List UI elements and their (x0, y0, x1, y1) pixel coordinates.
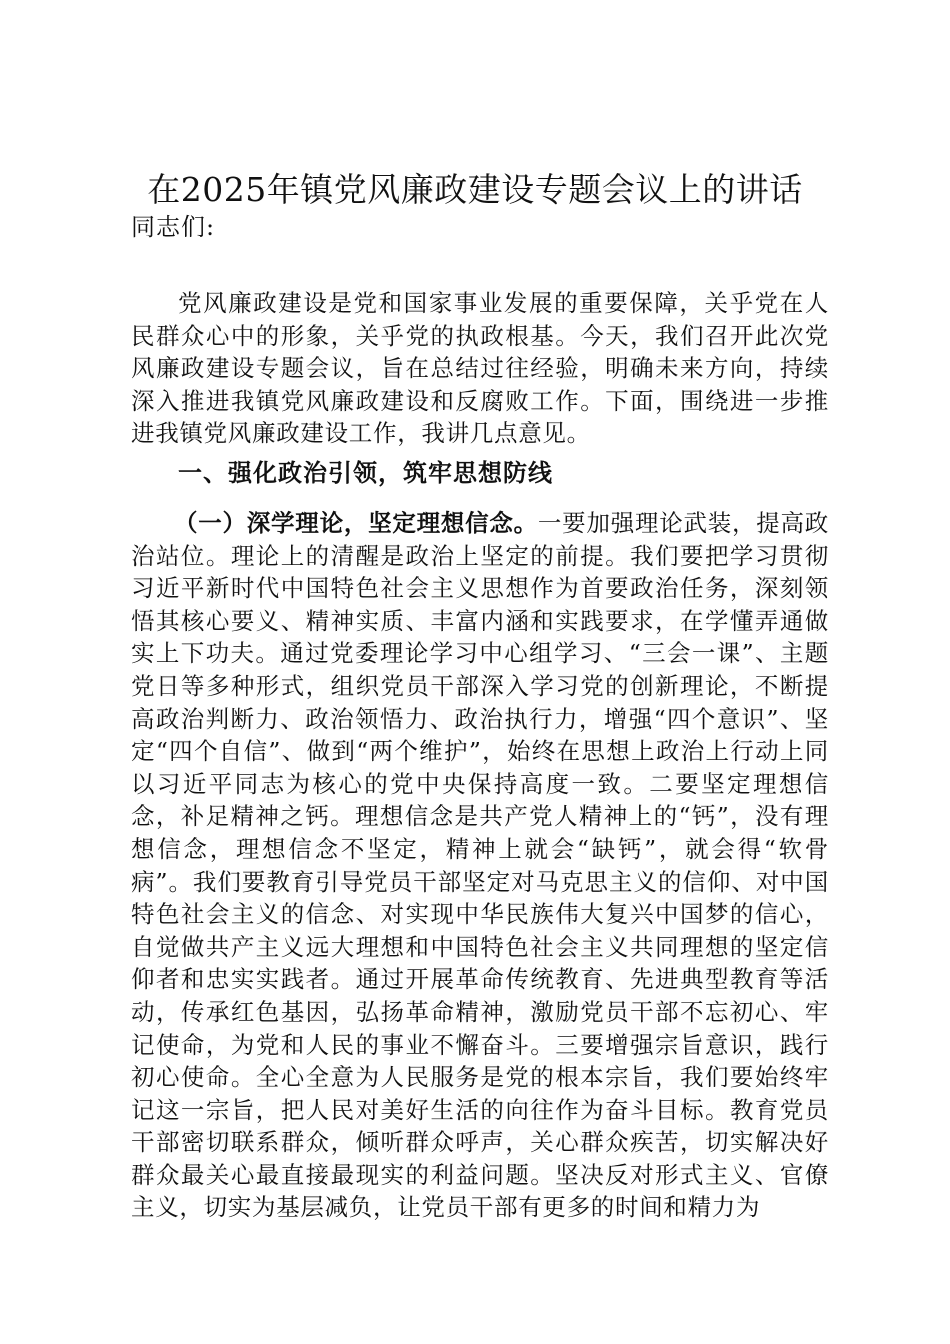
intro-paragraph: 党风廉政建设是党和国家事业发展的重要保障，关乎党在人民群众心中的形象，关乎党的执政根基。今天，我们召开此次党风廉政建设专题会议，旨在总结过往经验，明确未来方向，持续深入推进我镇党风廉政建设和反腐败工作。下面，围绕进一步推进我镇党风廉政建设工作，我讲几点意见。 (131, 289, 829, 448)
subsection-body-text: 一要加强理论武装，提高政治站位。理论上的清醒是政治上坚定的前提。我们要把学习贯彻习近平新时代中国特色社会主义思想作为首要政治任务，深刻领悟其核心要义、精神实质、丰富内涵和实践要求，在学懂弄通做实上下功夫。通过党委理论学习中心组学习、“三会一课”、主题党日等多种形式，组织党员干部深入学习党的创新理论，不断提高政治判断力、政治领悟力、政治执行力，增强“四个意识”、坚定“四个自信”、做到“两个维护”，始终在思想上政治上行动上同以习近平同志为核心的党中央保持高度一致。二要坚定理想信念，补足精神之钙。理想信念是共产党人精神上的“钙”，没有理想信念，理想信念不坚定，精神上就会“缺钙”，就会得“软骨病”。我们要教育引导党员干部坚定对马克思主义的信仰、对中国特色社会主义的信念、对实现中华民族伟大复兴中国梦的信心，自觉做共产主义远大理想和中国特色社会主义共同理想的坚定信仰者和忠实实践者。通过开展革命传统教育、先进典型教育等活动，传承红色基因，弘扬革命精神，激励党员干部不忘初心、牢记使命，为党和人民的事业不懈奋斗。三要增强宗旨意识，践行初心使命。全心全意为人民服务是党的根本宗旨，我们要始终牢记这一宗旨，把人民对美好生活的向往作为奋斗目标。教育党员干部密切联系群众，倾听群众呼声，关心群众疾苦，切实解决好群众最关心最直接最现实的利益问题。坚决反对形式主义、官僚主义，切实为基层减负，让党员干部有更多的时间和精力为 (131, 509, 829, 1222)
section-heading: 一、强化政治引领，筑牢思想防线 (178, 458, 553, 487)
document-title: 在2025年镇党风廉政建设专题会议上的讲话 (147, 170, 803, 209)
subsection-paragraph (131, 507, 829, 1224)
subsection-lead-in: （一）深学理论，坚定理想信念。 (174, 509, 538, 537)
greeting: 同志们: (131, 213, 216, 241)
